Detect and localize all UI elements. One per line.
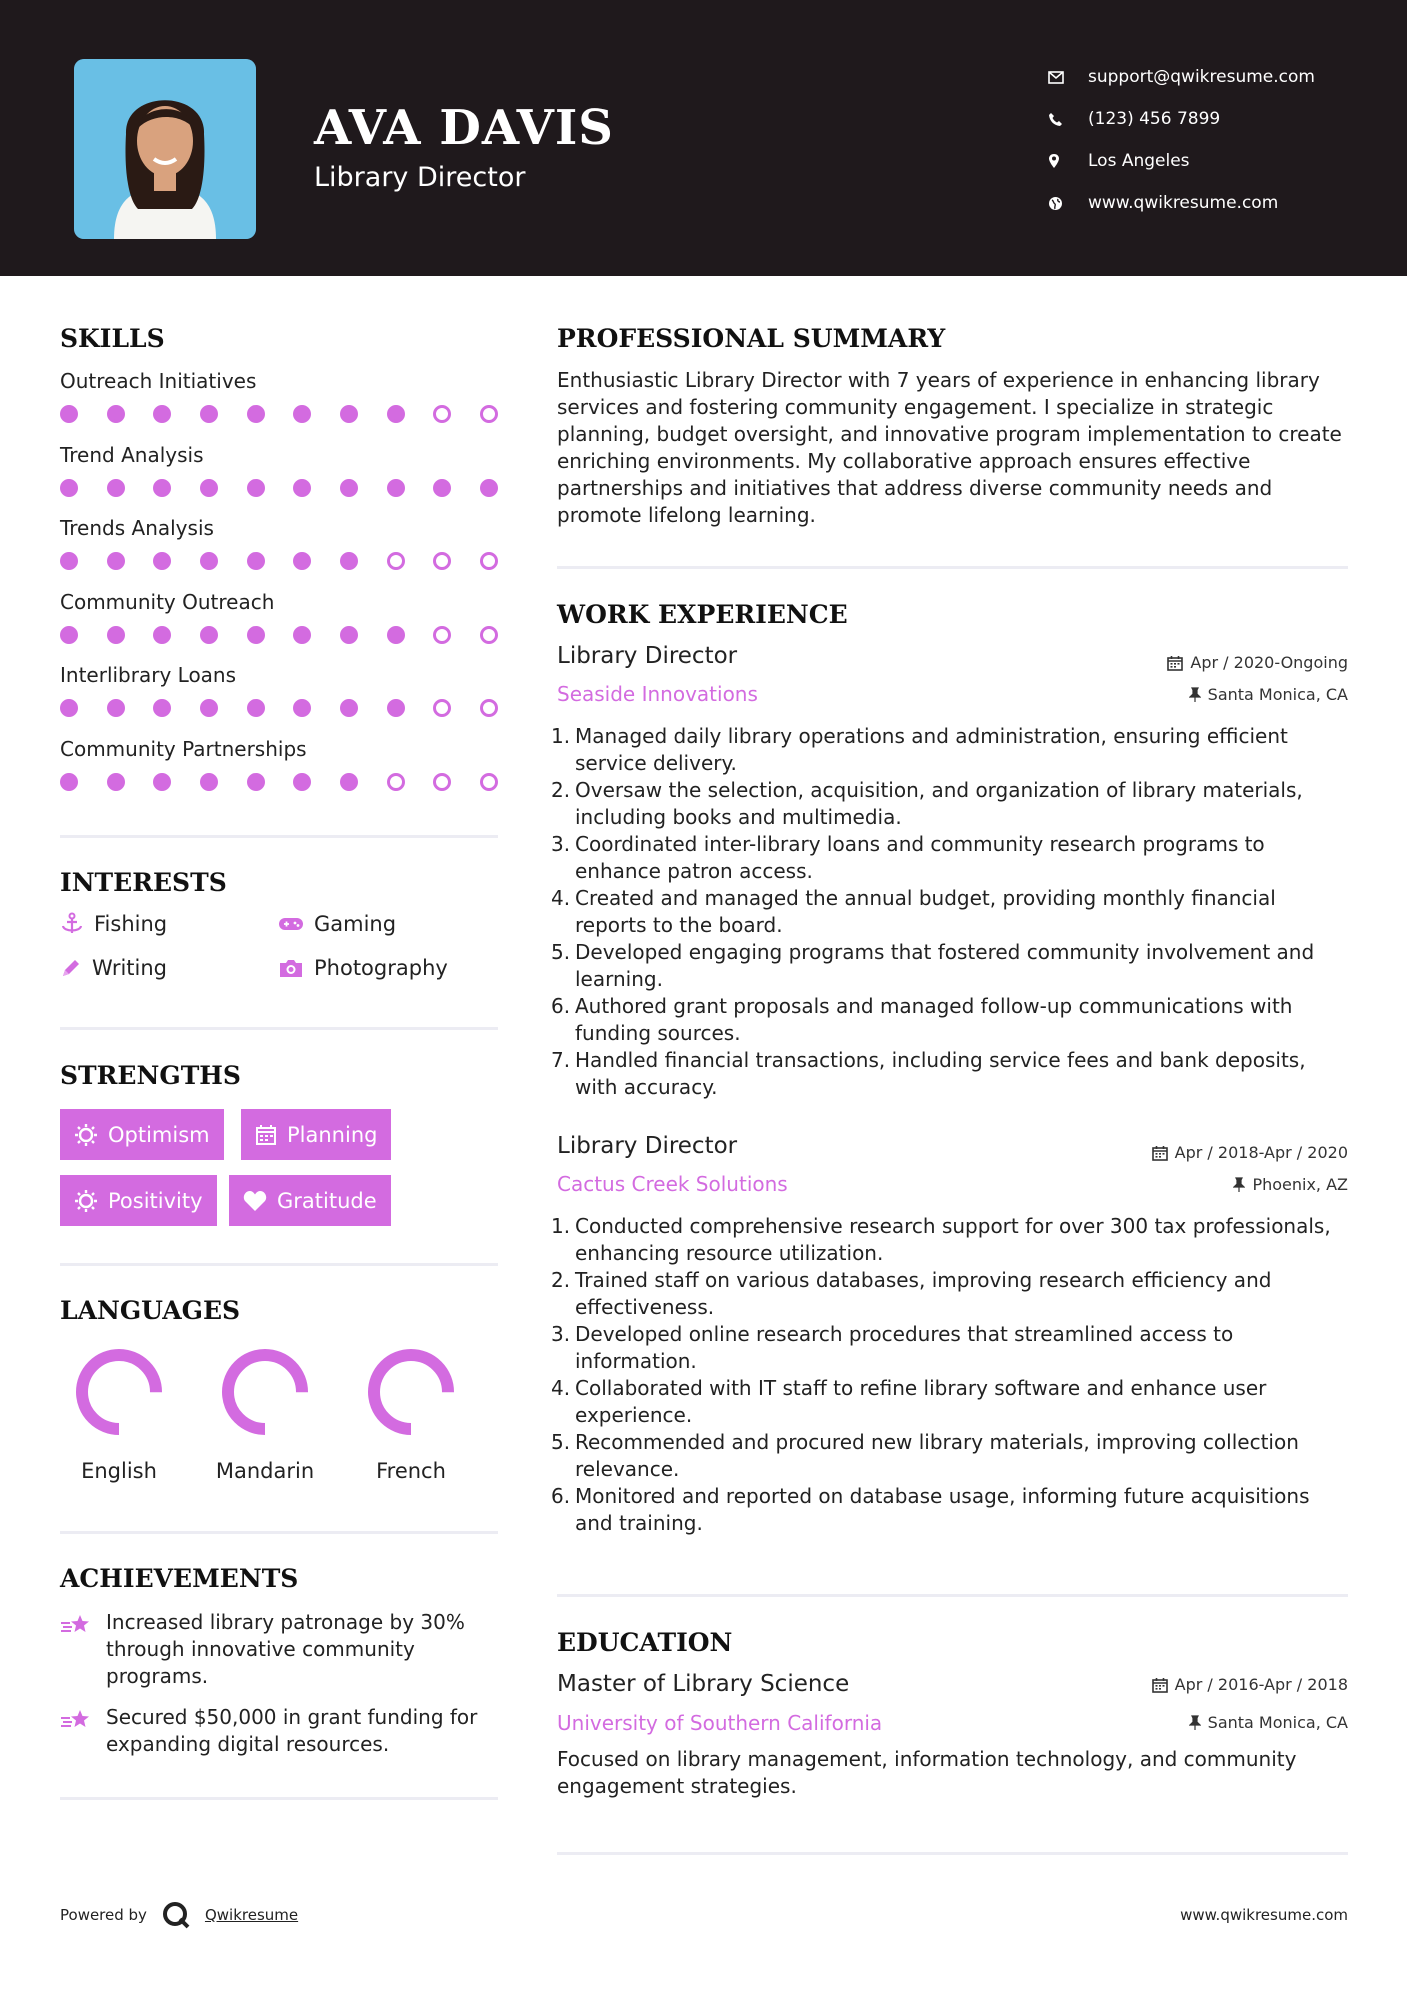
rating-dot-filled [387,479,405,497]
rating-dot-filled [247,626,265,644]
interests-title: INTERESTS [60,868,227,897]
language-item [210,1347,320,1483]
achievement-item [60,1704,500,1758]
rating-dot-empty [480,405,498,423]
education-dates-text: Apr / 2016-Apr / 2018 [1174,1675,1348,1694]
bullet-text: Coordinated inter-library loans and community research programs to enhance patron access. [575,832,1265,883]
skill-rating [60,552,498,570]
education-location [1189,1713,1348,1732]
achievements-title: ACHIEVEMENTS [60,1564,299,1593]
bullet-number: 2. [551,778,571,802]
divider [557,1594,1348,1597]
rating-dot-filled [340,405,358,423]
rating-dot-filled [247,479,265,497]
rating-dot-filled [200,479,218,497]
rating-dot-empty [433,552,451,570]
strength-chip-optimism [60,1109,224,1160]
footer-website[interactable]: www.qwikresume.com [1180,1906,1348,1924]
language-gauge [366,1347,456,1437]
rating-dot-empty [433,699,451,717]
rating-dot-filled [107,699,125,717]
calendar-icon [255,1124,277,1146]
rating-dot-filled [340,773,358,791]
job-location [1189,685,1348,704]
job-location-text: Phoenix, AZ [1252,1175,1348,1194]
bullet-number: 6. [551,994,571,1018]
bullet-text: Collaborated with IT staff to refine library software and enhance user experience. [575,1376,1267,1427]
bullet-item [551,1267,1351,1321]
bullet-number: 1. [551,724,571,748]
language-item [356,1347,466,1483]
pushpin-icon [1189,1715,1201,1731]
bullet-item [551,1429,1351,1483]
rating-dot-filled [107,773,125,791]
rating-dot-filled [60,479,78,497]
bullet-item [551,1321,1351,1375]
rating-dot-filled [247,552,265,570]
rating-dot-filled [153,405,171,423]
rating-dot-filled [293,479,311,497]
strength-chip-planning [241,1109,391,1160]
bullet-item [551,831,1351,885]
contact-phone-text: (123) 456 7899 [1088,109,1221,129]
bullet-text: Developed online research procedures that streamlined access to information. [575,1322,1234,1373]
rating-dot-filled [107,479,125,497]
job-bullets [551,723,1351,1101]
strength-label: Planning [287,1122,378,1147]
candidate-role: Library Director [314,162,526,193]
camera-icon [278,957,304,979]
rating-dot-filled [107,405,125,423]
rating-dot-filled [247,699,265,717]
pushpin-icon [1189,687,1201,703]
rating-dot-filled [340,552,358,570]
resume-header [0,0,1407,276]
rating-dot-filled [480,479,498,497]
job-title: Library Director [557,1133,738,1159]
bullet-number: 3. [551,1322,571,1346]
language-name: French [376,1459,446,1483]
contact-website[interactable] [1048,182,1315,224]
bullet-text: Monitored and reported on database usage, informing future acquisitions and training. [575,1484,1310,1535]
interest-photography [278,956,448,980]
calendar-icon [1167,655,1183,671]
rating-dot-filled [200,773,218,791]
shooting-star-icon [60,1611,92,1639]
rating-dot-empty [480,699,498,717]
bullet-number: 4. [551,886,571,910]
contact-location [1048,140,1315,182]
divider [60,1027,498,1030]
skill-rating [60,626,498,644]
achievement-item [60,1609,500,1690]
rating-dot-empty [433,405,451,423]
bullet-item [551,1483,1351,1537]
interest-label: Gaming [314,912,397,936]
powered-by-label: Powered by [60,1906,147,1924]
contact-location-text: Los Angeles [1088,151,1190,171]
rating-dot-filled [153,479,171,497]
divider [60,1531,498,1534]
rating-dot-filled [153,626,171,644]
contact-email[interactable] [1048,56,1315,98]
bullet-text: Recommended and procured new library materials, improving collection relevance. [575,1430,1299,1481]
interest-label: Photography [314,956,448,980]
job-dates [1167,653,1348,672]
rating-dot-empty [480,626,498,644]
candidate-name: AVA DAVIS [314,100,614,156]
envelope-icon [1048,71,1088,84]
job-dates-text: Apr / 2020-Ongoing [1190,653,1348,672]
skill-rating [60,773,498,791]
bullet-text: Conducted comprehensive research support for over 300 tax professionals, enhancing resource utilization. [575,1214,1331,1265]
contact-phone[interactable] [1048,98,1315,140]
job-title: Library Director [557,643,738,669]
qwikresume-logo-icon [161,1900,191,1930]
bullet-item [551,1375,1351,1429]
contact-email-text: support@qwikresume.com [1088,67,1315,87]
profile-photo [74,59,256,239]
degree-title: Master of Library Science [557,1671,850,1697]
rating-dot-filled [293,773,311,791]
skill-rating [60,699,498,717]
summary-text: Enthusiastic Library Director with 7 years of experience in enhancing library services and fostering community engagement. I specialize in strategic planning, budget oversight, and innovative program implementation to create enriching environments. My collaborative approach ensures effective partnerships and initiatives that address diverse community needs and promote lifelong learning. [557,368,1342,527]
rating-dot-filled [107,552,125,570]
pencil-icon [60,957,82,979]
pushpin-icon [1233,1177,1245,1193]
language-gauge [220,1347,310,1437]
sun-icon [74,1123,98,1147]
bullet-item [551,777,1351,831]
qwikresume-link[interactable]: Qwikresume [204,1906,299,1924]
bullet-text: Oversaw the selection, acquisition, and organization of library materials, including books and multimedia. [575,778,1303,829]
summary-title: PROFESSIONAL SUMMARY [557,324,946,353]
experience-title: WORK EXPERIENCE [557,600,848,629]
bullet-item [551,1213,1351,1267]
skill-name: Community Partnerships [60,736,307,761]
interest-label: Fishing [94,912,168,936]
job-dates-text: Apr / 2018-Apr / 2020 [1174,1143,1348,1162]
shooting-star-icon [60,1706,92,1734]
rating-dot-filled [387,699,405,717]
bullet-number: 7. [551,1048,571,1072]
divider [60,1797,498,1800]
strength-chip-positivity [60,1175,217,1226]
bullet-number: 4. [551,1376,571,1400]
rating-dot-filled [387,626,405,644]
rating-dot-empty [480,552,498,570]
rating-dot-empty [433,773,451,791]
rating-dot-filled [60,699,78,717]
rating-dot-filled [60,552,78,570]
job-dates [1152,1143,1348,1162]
rating-dot-filled [293,626,311,644]
bullet-text: Authored grant proposals and managed follow-up communications with funding sources. [575,994,1293,1045]
education-dates [1152,1675,1348,1694]
bullet-item [551,939,1351,993]
bullet-text: Managed daily library operations and administration, ensuring efficient service delivery. [575,724,1288,775]
interest-fishing [60,912,167,936]
achievement-text: Increased library patronage by 30% through innovative community programs. [106,1610,465,1688]
skill-rating [60,405,498,423]
bullet-item [551,885,1351,939]
interest-writing [60,956,167,980]
school-name: University of Southern California [557,1711,883,1735]
rating-dot-filled [340,626,358,644]
bullet-number: 5. [551,1430,571,1454]
rating-dot-empty [387,773,405,791]
globe-icon [1048,196,1088,211]
job-location-text: Santa Monica, CA [1207,685,1348,704]
education-text: Focused on library management, information technology, and community engagement strategies. [557,1747,1297,1798]
rating-dot-filled [200,552,218,570]
skill-name: Interlibrary Loans [60,663,237,687]
bullet-item [551,723,1351,777]
rating-dot-filled [200,626,218,644]
language-item [64,1347,174,1483]
divider [60,1263,498,1266]
divider [557,1852,1348,1855]
rating-dot-filled [60,626,78,644]
skill-name: Trends Analysis [60,516,214,540]
bullet-number: 1. [551,1214,571,1238]
education-location-text: Santa Monica, CA [1207,1713,1348,1732]
bullet-text: Developed engaging programs that fostered community involvement and learning. [575,940,1315,991]
contact-list [1048,56,1315,224]
company-name: Seaside Innovations [557,682,758,706]
language-name: Mandarin [215,1459,315,1483]
strength-label: Optimism [108,1122,210,1147]
bullet-item [551,993,1351,1047]
bullet-text: Trained staff on various databases, improving research efficiency and effectiveness. [575,1268,1272,1319]
language-name: English [81,1459,157,1483]
rating-dot-filled [200,405,218,423]
rating-dot-filled [340,479,358,497]
rating-dot-filled [107,626,125,644]
skill-name: Trend Analysis [60,442,204,467]
achievement-text: Secured $50,000 in grant funding for expanding digital resources. [106,1705,478,1756]
rating-dot-filled [153,699,171,717]
skill-name: Community Outreach [60,589,275,614]
rating-dot-filled [247,773,265,791]
rating-dot-filled [340,699,358,717]
rating-dot-filled [153,773,171,791]
skills-title: SKILLS [60,324,165,353]
phone-icon [1048,112,1088,127]
bullet-number: 5. [551,940,571,964]
interest-gaming [278,912,396,936]
map-pin-icon [1048,153,1088,169]
rating-dot-filled [247,405,265,423]
strength-chip-gratitude [229,1175,391,1226]
calendar-icon [1152,1677,1168,1693]
language-gauge [74,1347,164,1437]
bullet-text: Handled financial transactions, including service fees and bank deposits, with accuracy. [575,1048,1306,1099]
anchor-icon [60,912,84,936]
contact-website-text: www.qwikresume.com [1088,193,1279,213]
company-name: Cactus Creek Solutions [557,1172,788,1196]
rating-dot-filled [293,552,311,570]
rating-dot-empty [480,773,498,791]
education-title: EDUCATION [557,1628,733,1657]
skill-name: Outreach Initiatives [60,369,257,393]
job-location [1233,1175,1348,1194]
sun-icon [74,1189,98,1213]
rating-dot-empty [387,552,405,570]
skill-rating [60,479,498,497]
rating-dot-filled [293,699,311,717]
rating-dot-filled [60,773,78,791]
gamepad-icon [278,913,304,935]
strength-label: Positivity [108,1188,203,1213]
rating-dot-filled [200,699,218,717]
interest-label: Writing [92,956,167,980]
bullet-number: 6. [551,1484,571,1508]
rating-dot-filled [60,405,78,423]
bullet-text: Created and managed the annual budget, providing monthly financial reports to the board. [575,886,1276,937]
rating-dot-empty [433,626,451,644]
bullet-number: 2. [551,1268,571,1292]
strengths-title: STRENGTHS [60,1061,241,1090]
job-bullets [551,1213,1351,1537]
languages-title: LANGUAGES [60,1296,241,1325]
bullet-number: 3. [551,832,571,856]
divider [557,566,1348,569]
calendar-icon [1152,1145,1168,1161]
rating-dot-filled [433,479,451,497]
strength-label: Gratitude [277,1188,377,1213]
footer-powered-by [60,1900,298,1930]
heart-icon [243,1190,267,1212]
bullet-item [551,1047,1351,1101]
divider [60,835,498,838]
rating-dot-filled [387,405,405,423]
rating-dot-filled [293,405,311,423]
rating-dot-filled [153,552,171,570]
